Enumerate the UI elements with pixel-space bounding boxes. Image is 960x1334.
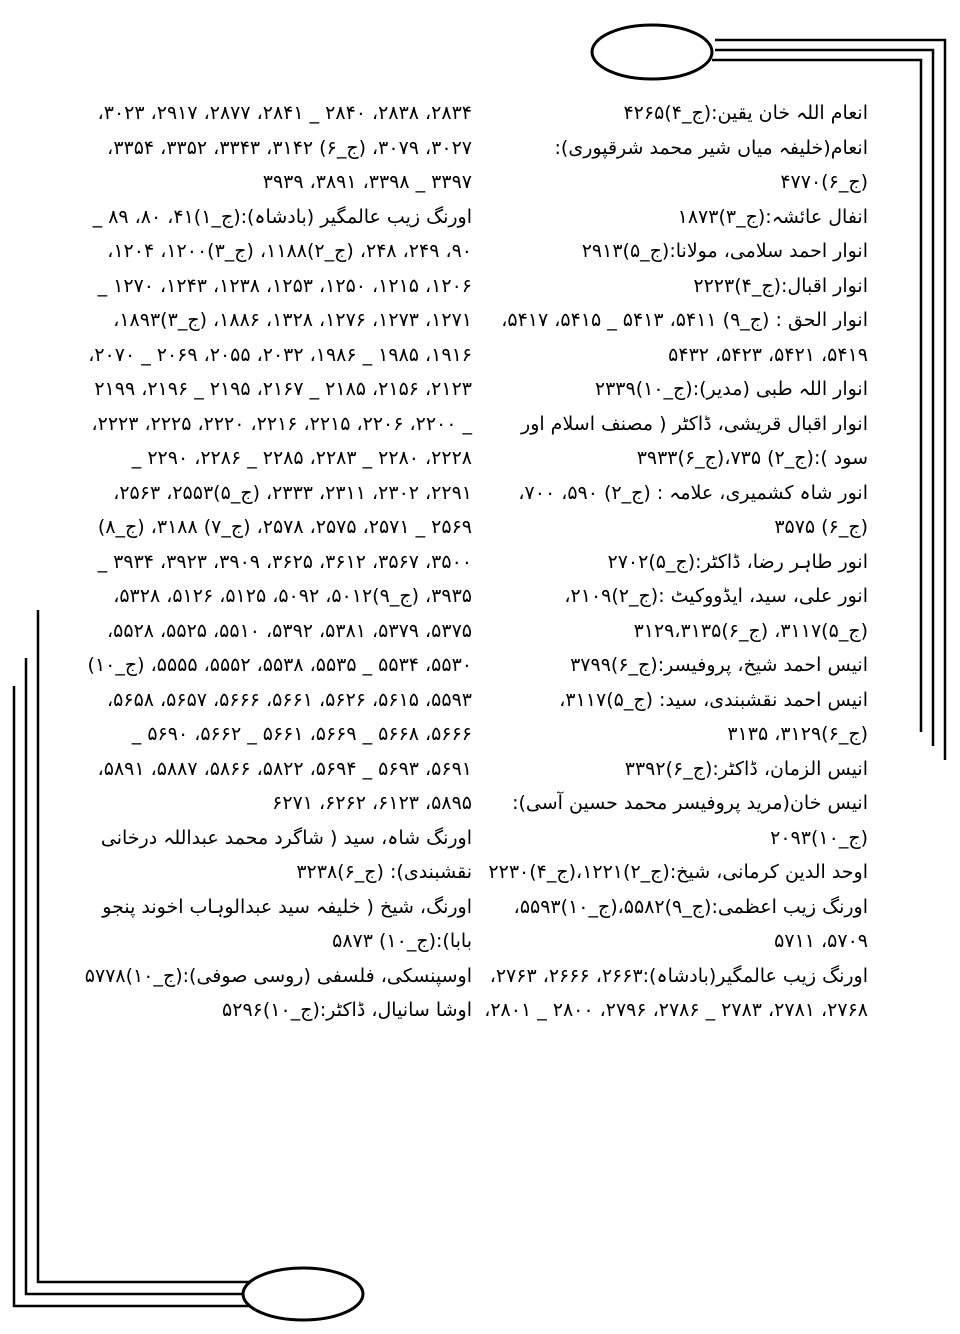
- index-entry: انیس احمد نقشبندی، سید: (ج_۵)۳۱۱۷، (ج_۶)۳۱۲۹، ۳۱۳۵: [559, 688, 868, 745]
- index-entry: انور طاہر رضا، ڈاکٹر:(ج_۵)۲۷۰۲: [607, 550, 868, 573]
- top-ornament-oval: [592, 25, 712, 79]
- index-entry: انعام اللہ خان یقین:(ج_۴)۴۲۶۵: [623, 102, 868, 124]
- index-entry: اوحد الدین کرمانی، شیخ:(ج_۲)۱۲۲۱،(ج_۴)۲۲۳۰: [488, 861, 868, 883]
- index-column-right: [483, 96, 868, 1028]
- index-entry: اورنگ زیب عالمگیر(بادشاہ):۲۶۶۳، ۲۶۶۶، ۲۷۶۳، ۲۷۶۸، ۲۷۸۱، ۲۷۸۳ _ ۲۷۸۶، ۲۷۹۶، ۲۸۰۰ _ ۲۸۰۱،: [484, 964, 868, 1021]
- index-entry: اورنگ زیب اعظمی:(ج_۹)۵۵۸۲،(ج_۱۰)۵۵۹۳، ۵۷۰۹، ۵۷۱۱: [513, 895, 868, 952]
- index-entry: انیس احمد شیخ، پروفیسر:(ج_۶)۳۷۹۹: [570, 654, 868, 676]
- index-entry: انوار اقبال:(ج_۴)۲۲۲۳: [693, 274, 868, 297]
- index-entry: اوشا سانیال، ڈاکٹر:(ج_۱۰)۵۲۹۶: [222, 999, 472, 1021]
- index-entry: انوار الحق : (ج_۹) ۵۴۱۱، ۵۴۱۳ _ ۵۴۱۵، ۵۴۱۷، ۵۴۱۹، ۵۴۲۱، ۵۴۲۳، ۵۴۳۲: [501, 309, 868, 366]
- index-entry: انیس الزمان، ڈاکٹر:(ج_۶)۳۳۹۲: [624, 757, 868, 780]
- index-entry: انوار اقبال قریشی، ڈاکٹر ( مصنف اسلام اور سود ):(ج_۲) ۷۳۵،(ج_۶)۳۹۳۳: [521, 412, 868, 469]
- index-entry: اورنگ، شیخ ( خلیفہ سید عبدالوہاب اخوند پنجو بابا):(ج_۱۰) ۵۸۷۳: [102, 895, 472, 952]
- index-entry: انیس خان(مرید پروفیسر محمد حسین آسی):(ج_۱۰)۲۰۹۳: [512, 792, 868, 849]
- index-entry: ۲۸۳۴، ۲۸۳۸، ۲۸۴۰ _ ۲۸۴۱، ۲۸۷۷، ۲۹۱۷، ۳۰۲۳، ۳۰۲۷، ۳۰۷۹، (ج_۶) ۳۱۴۲، ۳۳۴۳، ۳۳۵۲، ۳۳۵۴، ۳۳۹۷ _ ۳۳۹۸، ۳۸۹۱، ۳۹۳۹: [97, 102, 472, 193]
- index-entry: انور شاہ کشمیری، علامہ : (ج_۲) ۵۹۰، ۷۰۰، (ج_۶) ۳۵۷۵: [518, 481, 868, 538]
- bottom-ornament-oval: [243, 1268, 363, 1320]
- index-entry: انعام(خلیفہ میاں شیر محمد شرقپوری):(ج_۶)۴۷۷۰: [554, 136, 868, 193]
- index-entry: اورنگ شاہ، سید ( شاگرد محمد عبداللہ درخانی نقشبندی): (ج_۶)۳۲۳۸: [100, 826, 472, 883]
- index-entry: انوار احمد سلامی، مولانا:(ج_۵)۲۹۱۳: [581, 240, 868, 262]
- index-entry: انفال عائشہ:(ج_۳)۱۸۷۳: [677, 205, 868, 228]
- index-entry: اورنگ زیب عالمگیر (بادشاہ):(ج_۱)۴۱، ۸۰، ۸۹ _ ۹۰، ۲۴۹، ۲۴۸، (ج_۲)۱۱۸۸، (ج_۳)۱۲۰۰، ۱۲۰۴، ۱۲۰۶، ۱۲۱۵، ۱۲۵۰، ۱۲۵۳، ۱۲۳۸، ۱۲۴۳، ۱۲۷۰ _ ۱۲۷۱، ۱۲۷۳، ۱۲۷۶، ۱۳۲۸، ۱۸۸۶، (ج_۳)۱۸۹۳، ۱۹۱۶، ۱۹۸۵ _ ۱۹۸۶، ۲۰۳۲، ۲۰۵۵، ۲۰۶۹ _ ۲۰۷۰، ۲۱۲۳، ۲۱۵۶، ۲۱۸۵ _ ۲۱۶۷، ۲۱۹۵ _ ۲۱۹۶، ۲۱۹۹ _ ۲۲۰۰، ۲۲۰۶، ۲۲۱۵، ۲۲۱۶، ۲۲۲۰، ۲۲۲۵، ۲۲۲۳، ۲۲۲۸، ۲۲۸۰ _ ۲۲۸۳، ۲۲۸۵ _ ۲۲۸۶، ۲۲۹۰ _ ۲۲۹۱، ۲۳۰۲، ۲۳۱۱، ۲۳۳۳، (ج_۵)۲۵۵۳، ۲۵۶۳، ۲۵۶۹ _ ۲۵۷۱، ۲۵۷۵، ۲۵۷۸، (ج_۷) ۳۱۸۸، (ج_۸) ۳۵۰۰، ۳۵۶۷، ۳۶۱۲، ۳۶۲۵، ۳۹۰۹، ۳۹۲۳، ۳۹۳۴ _ ۳۹۳۵، (ج_۹)۵۰۱۲، ۵۰۹۲، ۵۱۲۵، ۵۱۲۶، ۵۳۲۸، ۵۳۷۵، ۵۳۷۹، ۵۳۸۱، ۵۳۹۲، ۵۵۱۰، ۵۵۲۵، ۵۵۲۸، ۵۵۳۰، ۵۵۳۴ _ ۵۵۳۵، ۵۵۳۸، ۵۵۵۲، ۵۵۵۵، (ج_۱۰) ۵۵۹۳، ۵۶۱۵، ۵۶۲۶، ۵۶۶۱، ۵۶۶۶، ۵۶۵۷، ۵۶۵۸، ۵۶۶۶، ۵۶۶۸ _ ۵۶۶۹، ۵۶۶۱ _ ۵۶۶۲، ۵۶۹۰ _ ۵۶۹۱، ۵۶۹۳ _ ۵۶۹۴، ۵۸۲۲، ۵۸۶۶، ۵۸۸۷، ۵۸۹۱، ۵۸۹۵، ۶۱۲۳، ۶۲۶۲، ۶۲۷۱: [87, 205, 472, 814]
- index-entry: انوار اللہ طبی (مدیر):(ج_۱۰)۲۳۳۹: [594, 378, 868, 400]
- index-entry: انور علی، سید، ایڈووکیٹ :(ج_۲)۲۱۰۹،(ج_۵)۳۱۱۷، (ج_۶)۳۱۲۹،۳۱۳۵: [564, 585, 868, 642]
- index-column-left: [82, 96, 472, 1028]
- index-entry: اوسپنسکی، فلسفی (روسی صوفی):(ج_۱۰)۵۷۷۸: [84, 964, 472, 987]
